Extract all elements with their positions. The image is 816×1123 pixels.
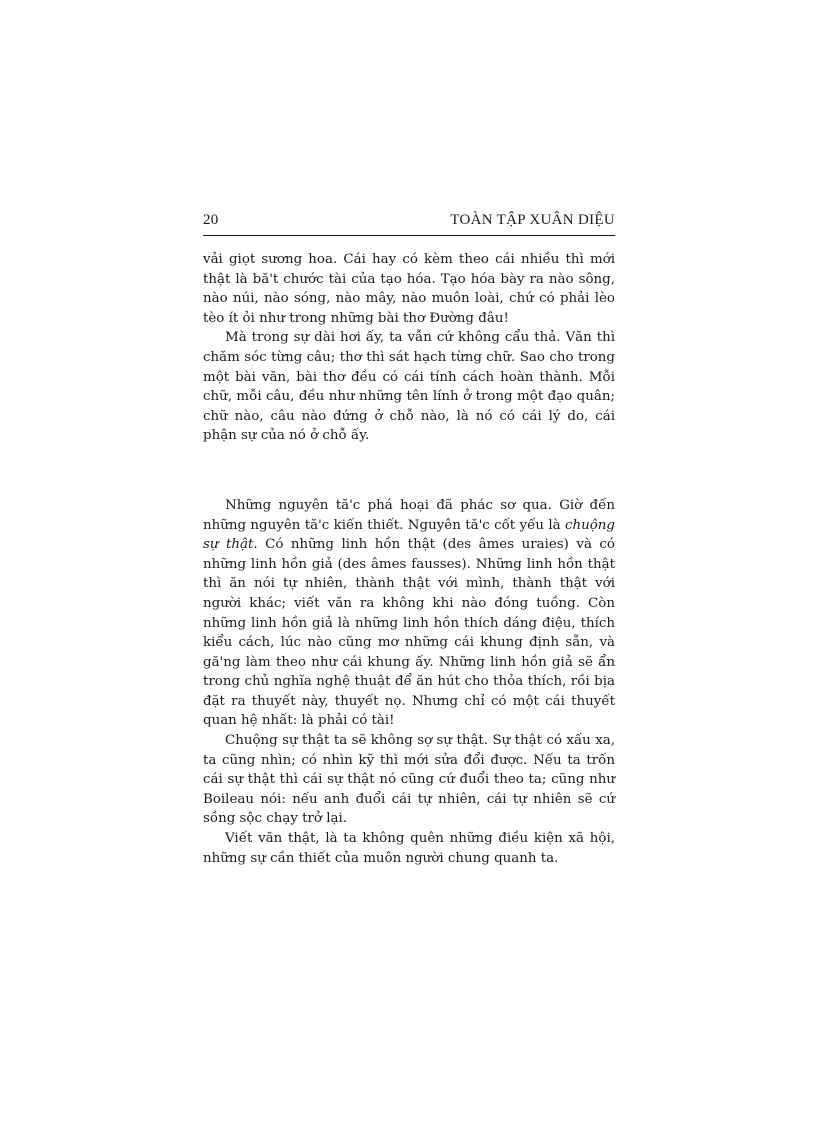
paragraph-3-start: Những nguyên tă'c phá hoại đã phác sơ qua. Giờ đến những nguyên tă'c kiến thiết. Nguyên tă'c cốt yếu là — [203, 497, 615, 533]
paragraph-5: Viết văn thật, là ta không quên những điều kiện xã hội, những sự cần thiết của muôn người chung quanh ta. — [203, 831, 615, 866]
paragraph-1: vải giọt sương hoa. Cái hay có kèm theo cái nhiều thì mới thật là bă't chước tài của tạo hóa. Tạo hóa bày ra nào sông, nào núi, nào sóng, nào mây, nào muôn loài, chứ có phải lèo tèo ít ỏi như trong những bài thơ Đường đâu! — [203, 252, 615, 326]
paragraph-3-rest: . Có những linh hồn thật (des âmes uraies) và có những linh hồn giả (des âmes fausses). Những linh hồn thật thì ăn nói tự nhiên, thành thật với mình, thành thật với người khác; viết văn ra không khi nào đóng tuồng. Còn những linh hồn giả là những linh hồn thích dáng điệu, thích kiểu cách, lúc nào cũng mơ những cái khung định sẵn, và gă'ng làm theo như cái khung ấy. Những linh hồn giả sẽ ẩn trong chủ nghĩa nghệ thuật để ăn hút cho thỏa thích, rồi bịa đặt ra thuyết này, thuyết nọ. Nhưng chỉ có một cái thuyết quan hệ nhất: là phải có tài! — [203, 537, 615, 729]
book-title: TOÀN TẬP XUÂN DIỆU — [450, 212, 615, 228]
paragraph-3 — [203, 496, 615, 731]
paragraph-4: Chuộng sự thật ta sẽ không sợ sự thật. Sự thật có xấu xa, ta cũng nhìn; có nhìn kỹ thì mới sửa đổi được. Nếu ta trốn cái sự thật thì cái sự thật nó cũng cứ đuổi theo ta; cũng như Boileau nói: nếu anh đuổi cái tự nhiên, cái tự nhiên sẽ cứ sồng sộc chạy trở lại. — [203, 733, 615, 827]
emphasis-chuong-su-that: chuộng sự thật — [203, 517, 615, 553]
running-header — [203, 212, 615, 236]
page-number: 20 — [203, 212, 219, 228]
paragraph-2: Mà trong sự dài hơi ấy, ta vẫn cứ không cẩu thả. Văn thì chăm sóc từng câu; thơ thì sát hạch từng chữ. Sao cho trong một bài văn, bài thơ đều có cái tính cách hoàn thành. Mỗi chữ, mỗi câu, đều như những tên lính ở trong một đạo quân; chữ nào, câu nào đứng ở chỗ nào, là nó có cái lý do, cái phận sự của nó ở chỗ ấy. — [203, 330, 615, 444]
section-break — [203, 446, 615, 496]
body-text — [203, 250, 615, 868]
book-page — [203, 212, 615, 868]
